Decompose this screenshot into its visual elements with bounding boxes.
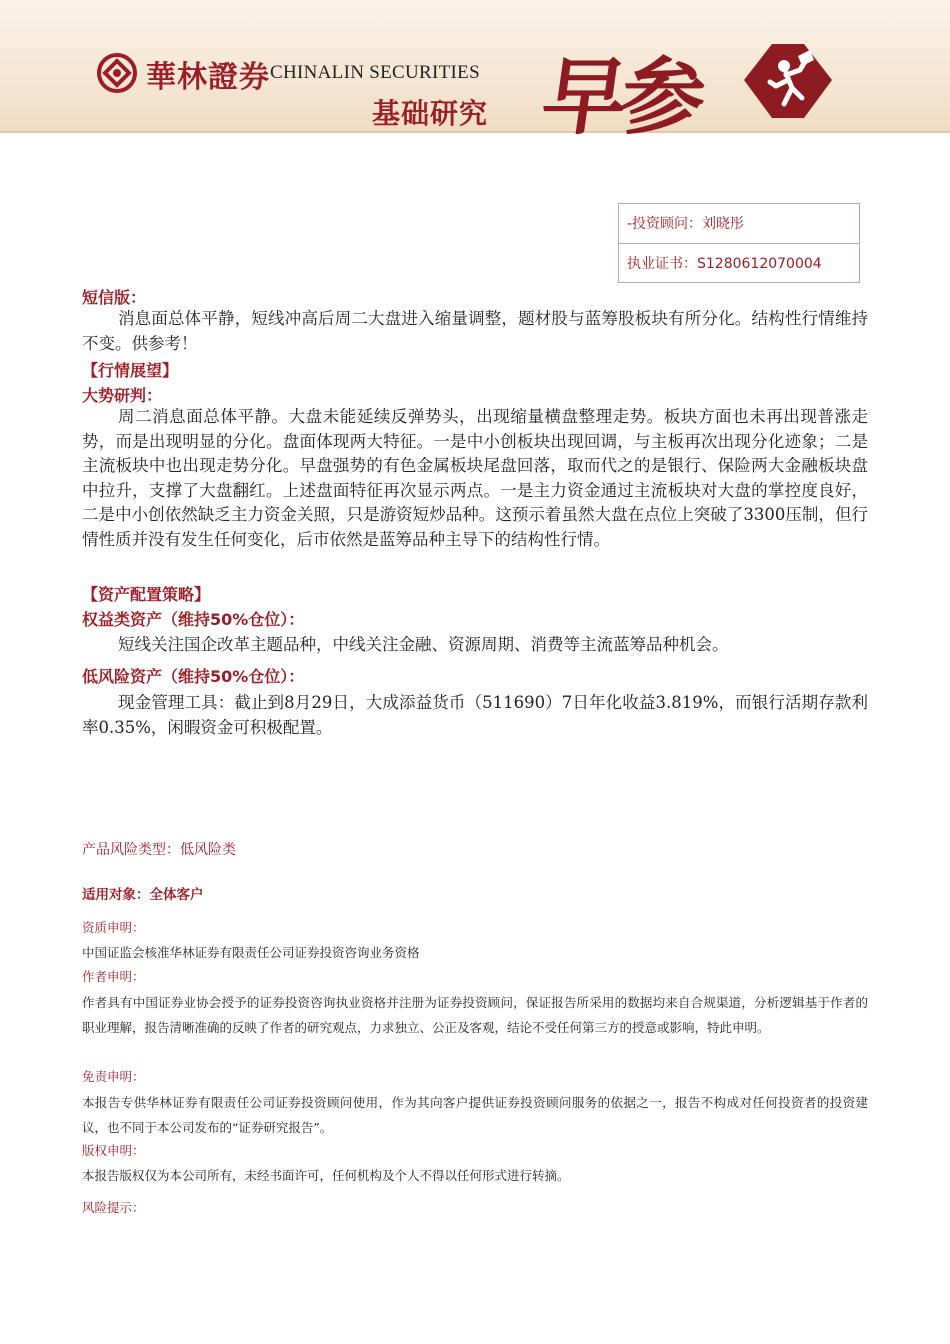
company-name-en: CHINALIN SECURITIES bbox=[270, 62, 480, 83]
equity-paragraph: 短线关注国企改革主题品种，中线关注金融、资源周期、消费等主流蓝筹品种机会。 bbox=[118, 635, 729, 654]
disclaimer-heading: 风险提示： bbox=[82, 1200, 145, 1215]
lowrisk-paragraph: 现金管理工具：截止到8月29日，大成添益货币（511690）7日年化收益3.819%，而银行活期存款利率0.35%，闲暇资金可积极配置。 bbox=[82, 693, 868, 737]
product-risk-type: 产品风险类型：低风险类 bbox=[82, 842, 236, 858]
disclaimer-text: 本报告专供华林证券有限责任公司证券投资顾问使用，作为其向客户提供证券投资顾问服务的依据之一，报告不构成对任何投资者的投资建议，也不同于本公司发布的“证券研究报告”。 bbox=[82, 1095, 868, 1135]
disclaimer-heading: 免责申明： bbox=[82, 1069, 145, 1084]
sms-heading: 短信版： bbox=[82, 288, 147, 307]
disclaimer-text: 作者具有中国证券业协会授予的证券投资咨询执业资格并注册为证券投资顾问，保证报告所采用的数据均来自合规渠道，分析逻辑基于作者的职业理解，报告清晰准确的反映了作者的研究观点，力求独立、公正及客观，结论不受任何第三方的授意或影响，特此申明。 bbox=[82, 995, 868, 1035]
trend-paragraph: 周二消息面总体平静。大盘未能延续反弹势头，出现缩量横盘整理走势。板块方面也未再出现普涨走势，而是出现明显的分化。盘面体现两大特征。一是中小创板块出现回调，与主板再次出现分化迹象；二是主流板块中也出现走势分化。早盘强势的有色金属板块尾盘回落，取而代之的是银行、保险两大金融板块盘中拉升，支撑了大盘翻红。上述盘面特征再次显示两点。一是主力资金通过主流板块对大盘的掌控度良好，二是中小创依然缺乏主力资金关照，只是游资短炒品种。这预示着虽然大盘在点位上突破了3300压制，但行情性质并没有发生任何变化，后市依然是蓝筹品种主导下的结构性行情。 bbox=[82, 407, 868, 549]
disclaimer-heading: 版权申明： bbox=[82, 1143, 145, 1158]
trend-heading: 大势研判： bbox=[82, 386, 163, 405]
target-audience: 适用对象：全体客户 bbox=[82, 887, 204, 903]
allocation-heading: 【资产配置策略】 bbox=[82, 585, 211, 604]
advisor-name: -投资顾问：刘晓彤 bbox=[619, 204, 859, 244]
lowrisk-heading: 低风险资产（维持50%仓位）： bbox=[82, 667, 305, 686]
company-name-cn: 華林證券 bbox=[146, 60, 270, 95]
disclaimer-heading: 作者申明： bbox=[82, 969, 145, 984]
equity-heading: 权益类资产（维持50%仓位）： bbox=[82, 610, 305, 629]
department-title: 基础研究 bbox=[372, 97, 489, 130]
advisor-license: 执业证书：S1280612070004 bbox=[627, 256, 822, 272]
disclaimer-text: 本报告版权仅为本公司所有，未经书面许可，任何机构及个人不得以任何形式进行转摘。 bbox=[82, 1168, 570, 1183]
runner-badge-icon bbox=[742, 42, 834, 124]
sms-paragraph: 消息面总体平静，短线冲高后周二大盘进入缩量调整，题材股与蓝筹股板块有所分化。结构性行情维持不变。供参考！ bbox=[82, 309, 868, 353]
report-title: 早参 bbox=[536, 47, 707, 146]
advisor-info-box bbox=[618, 203, 860, 283]
disclaimer-heading: 资质申明： bbox=[82, 920, 145, 935]
disclaimer-text: 中国证监会核准华林证券有限责任公司证券投资咨询业务资格 bbox=[82, 945, 420, 960]
company-logo-icon bbox=[96, 52, 138, 98]
outlook-heading: 【行情展望】 bbox=[82, 361, 179, 380]
